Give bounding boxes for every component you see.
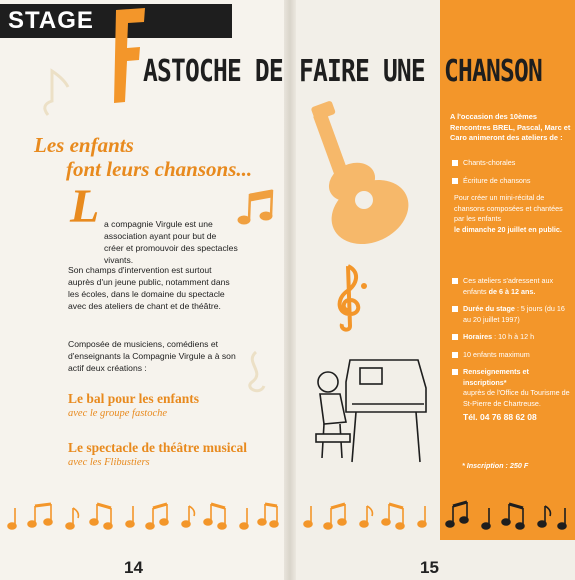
info-item-ages xyxy=(452,276,572,297)
page-gutter xyxy=(284,0,296,580)
workshop-note: Pour créer un mini-récital de chansons composées et chantées par les enfants xyxy=(454,193,563,223)
bullet-icon xyxy=(452,160,458,166)
bullet-icon xyxy=(452,306,458,312)
paragraph-2-text: Son champs d'intervention est surtout auprès d'un jeune public, notamment dans les écoles, dans le domaine du spectacle avec des ateliers de chant et de théâtre. xyxy=(68,265,230,311)
duration-text xyxy=(463,304,572,325)
duration-value: : 5 jours (du 16 au 20 juillet 1997) xyxy=(463,304,565,324)
workshop-item-label: Chants-chorales xyxy=(463,158,516,167)
faded-note-icon xyxy=(38,65,78,125)
bullet-icon xyxy=(452,278,458,284)
page-number-left: 14 xyxy=(124,558,143,577)
info-item-registration xyxy=(452,367,572,423)
children-max: 10 enfants maximum xyxy=(463,349,530,359)
duration-label: Durée du stage xyxy=(463,304,515,313)
registration-label: Renseignements et inscriptions* xyxy=(463,367,529,387)
bullet-icon xyxy=(452,369,458,375)
phone-number: Tél. 04 76 88 62 08 xyxy=(463,412,537,422)
faded-clef-icon xyxy=(238,348,274,398)
title-part-1: ASTOCHE DE xyxy=(143,54,283,89)
bullet-icon xyxy=(452,352,458,358)
paragraph-1-text: a compagnie Virgule est une association ayant pour but de créer et promouvoir des spectacles vivants. xyxy=(104,219,238,265)
big-f-letter xyxy=(112,8,146,104)
guitar-icon xyxy=(302,100,420,250)
info-ages-text xyxy=(463,276,572,297)
creation-1-subtitle: avec le groupe fastoche xyxy=(68,408,168,419)
music-notes-strip-left xyxy=(4,498,280,534)
paragraph-1 xyxy=(104,218,238,266)
hours-text xyxy=(463,332,534,343)
workshop-item xyxy=(452,158,572,169)
kicker-line-2: font leurs chansons... xyxy=(66,157,253,181)
drop-cap: L xyxy=(70,180,100,233)
workshop-list xyxy=(452,158,572,235)
info-ages-value: de 6 à 12 ans. xyxy=(488,286,536,296)
creation-2-subtitle: avec les Flibustiers xyxy=(68,457,150,468)
bullet-icon xyxy=(452,334,458,340)
music-notes-strip-right xyxy=(300,498,436,534)
title-part-2: FAIRE UNE xyxy=(299,54,425,89)
workshop-item xyxy=(452,176,572,187)
info-item-hours xyxy=(452,332,572,343)
piano-player-icon xyxy=(306,342,434,472)
hours-label: Horaires xyxy=(463,332,493,341)
paragraph-2 xyxy=(68,264,238,312)
info-item-max xyxy=(452,350,572,361)
hours-value: : 10 h à 12 h xyxy=(494,332,535,341)
music-notes-strip-panel xyxy=(442,498,572,534)
workshop-date: le dimanche 20 juillet en public. xyxy=(454,224,562,234)
stage-label: STAGE xyxy=(8,7,94,34)
title-part-3: CHANSON xyxy=(444,54,542,89)
info-ages-label: Ces ateliers s'adressent aux enfants xyxy=(463,276,554,296)
bullet-icon xyxy=(452,178,458,184)
info-list xyxy=(452,276,572,430)
inscription-fee: * Inscription : 250 F xyxy=(462,461,529,470)
workshop-item-label: Écriture de chansons xyxy=(463,175,531,185)
paragraph-3-text: Composée de musiciens, comédiens et d'enseignants la Compagnie Virgule a à son actif deux créations : xyxy=(68,339,236,373)
intro-text: A l'occasion des 10èmes Rencontres BREL, Pascal, Marc et Caro animeront des ateliers de : xyxy=(450,112,571,142)
kicker-line-1: Les enfants xyxy=(34,133,134,157)
music-note-icon xyxy=(236,188,276,228)
creation-2-title: Le spectacle de théâtre musical xyxy=(68,440,247,455)
kicker xyxy=(30,133,270,181)
page-number-right: 15 xyxy=(420,558,439,577)
registration-text xyxy=(463,367,572,423)
info-item-duration xyxy=(452,304,572,325)
registration-detail: auprès de l'Office du Tourisme de St-Pierre de Chartreuse. xyxy=(463,388,570,408)
treble-clef-icon xyxy=(328,262,372,332)
creation-1-title: Le bal pour les enfants xyxy=(68,391,200,406)
paragraph-3 xyxy=(68,338,238,374)
